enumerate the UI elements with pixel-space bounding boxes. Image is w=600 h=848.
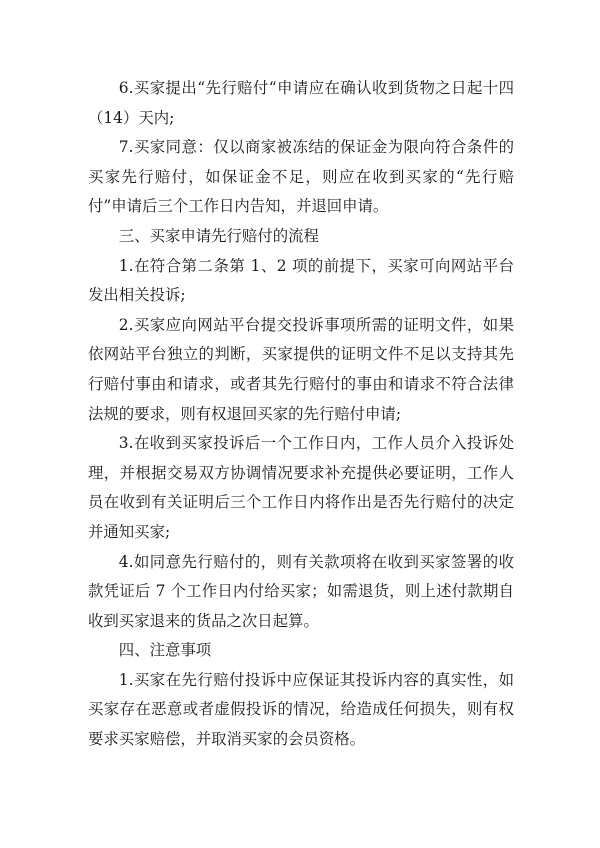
document-body xyxy=(88,74,514,755)
paragraph-process-3: 3.在收到买家投诉后一个工作日内，工作人员介入投诉处理，并根据交易双方协调情况要求补充提供必要证明，工作人员在收到有关证明后三个工作日内将作出是否先行赔付的决定并通知买家; xyxy=(88,434,514,541)
paragraph-process-2: 2.买家应向网站平台提交投诉事项所需的证明文件，如果依网站平台独立的判断，买家提供的证明文件不足以支持其先行赔付事由和请求，或者其先行赔付的事由和请求不符合法律法规的要求，则有权退回买家的先行赔付申请; xyxy=(88,315,514,423)
paragraph-process-1: 1.在符合第二条第 1、2 项的前提下，买家可向网站平台发出相关投诉; xyxy=(88,256,514,305)
section-heading-process: 三、买家申请先行赔付的流程 xyxy=(118,226,319,245)
paragraph-notes-1: 1.买家在先行赔付投诉中应保证其投诉内容的真实性，如买家存在恶意或者虚假投诉的情况，给造成任何损失，则有权要求买家赔偿，并取消买家的会员资格。 xyxy=(88,670,514,749)
paragraph-rule-6: 6.买家提出“先行赔付“申请应在确认收到货物之日起十四（14）天内; xyxy=(88,79,514,127)
paragraph-process-4: 4.如同意先行赔付的，则有关款项将在收到买家签署的收款凭证后 7 个工作日内付给买家；如需退货，则上述付款期自收到买家退来的货品之次日起算。 xyxy=(88,552,514,630)
section-heading-notes: 四、注意事项 xyxy=(118,641,212,660)
paragraph-rule-7: 7.买家同意：仅以商家被冻结的保证金为限向符合条件的买家先行赔付，如保证金不足，则应在收到买家的“先行赔付”申请后三个工作日内告知，并退回申请。 xyxy=(88,138,514,216)
